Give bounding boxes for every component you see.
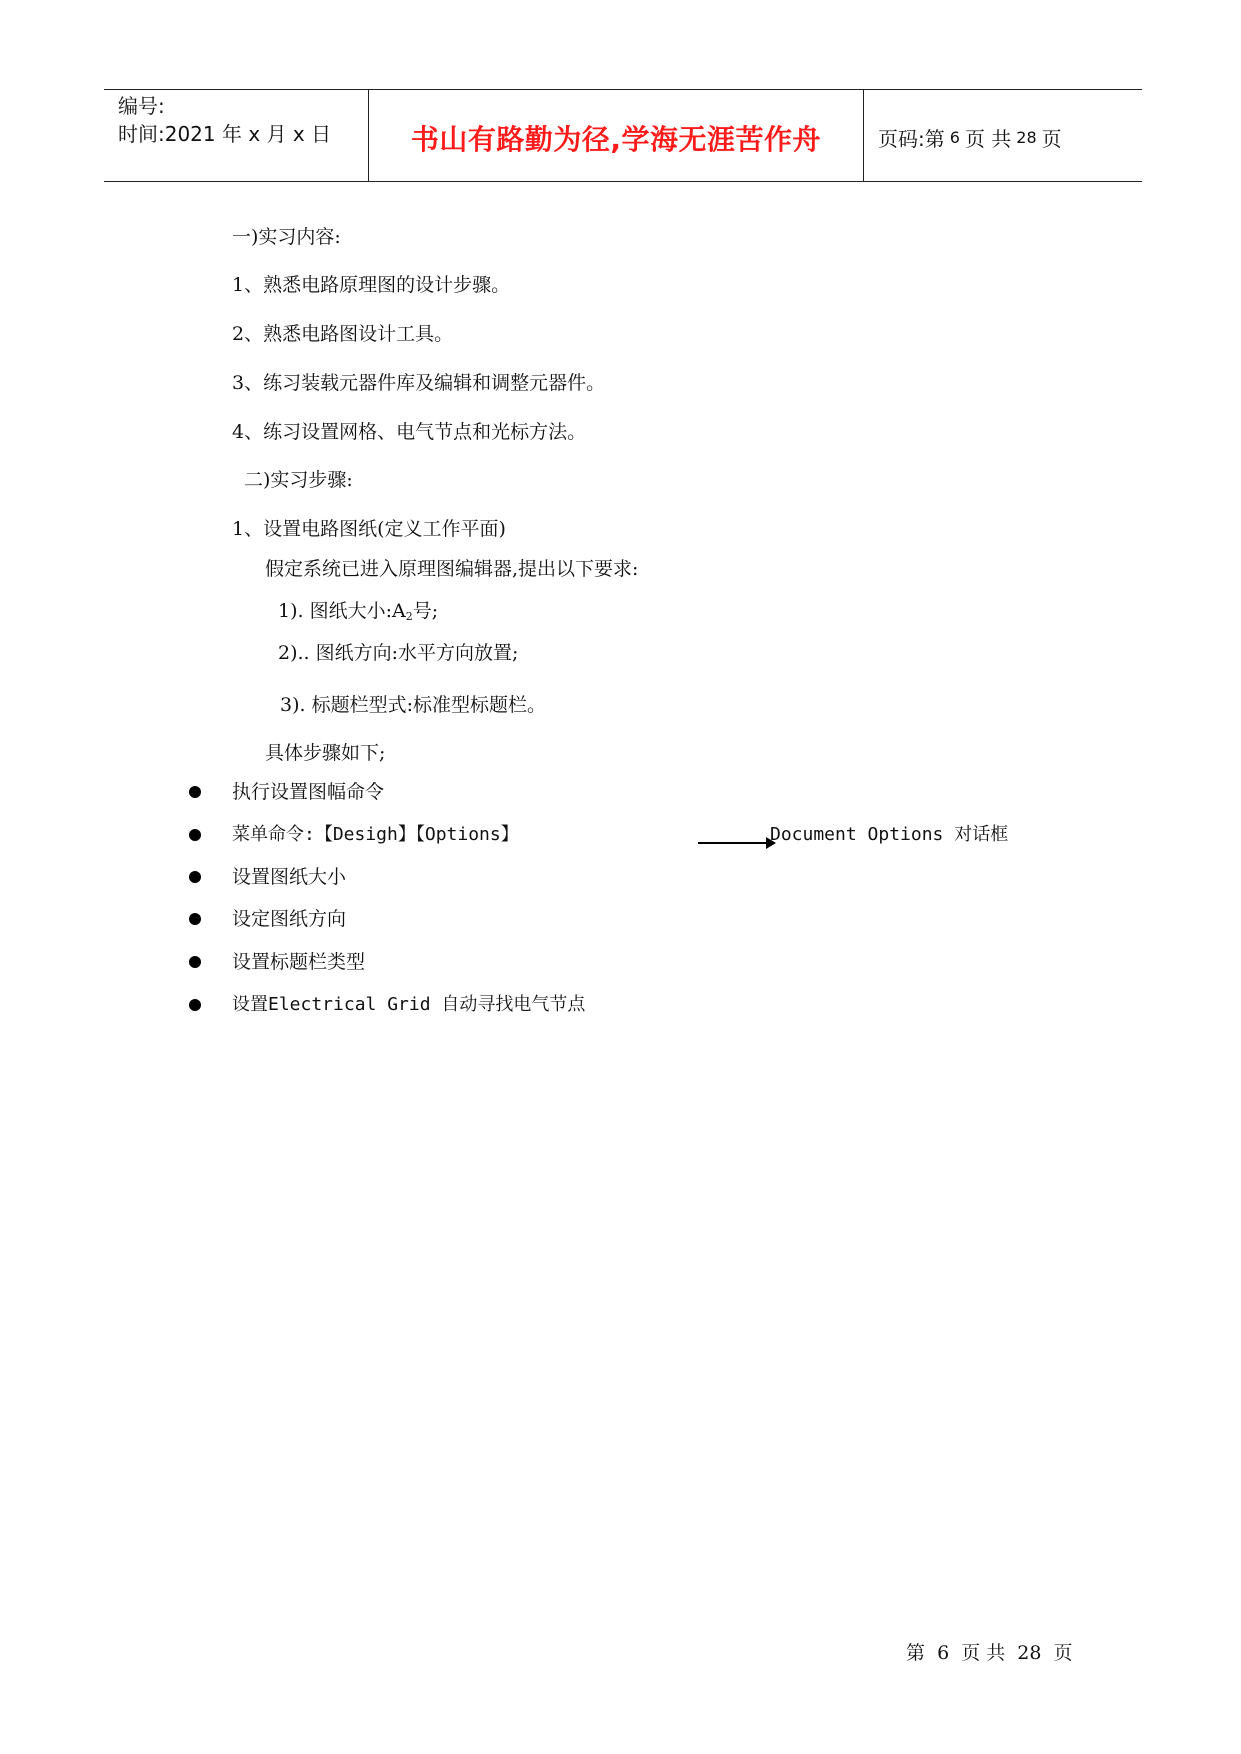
bullet-dot: [189, 786, 201, 798]
page-footer: [906, 1638, 1073, 1665]
content-item-4: 4、练习设置网格、电气节点和光标方法。: [232, 421, 587, 443]
content-item-2: 2、熟悉电路图设计工具。: [232, 323, 454, 345]
header-motto-cell: [369, 90, 864, 181]
arrow-target-text: Document Options 对话框: [770, 824, 1009, 845]
step1-intro: 假定系统已进入原理图编辑器,提出以下要求:: [265, 558, 639, 580]
footer-mid: 页 共: [961, 1642, 1006, 1664]
bullet-item-5: 设置标题栏类型: [232, 951, 366, 973]
time-label: 时间:2021 年 x 月 x 日: [118, 122, 332, 146]
bullet-dot: [189, 913, 201, 925]
bullet-item-2: 菜单命令:【Desigh】【Options】: [232, 824, 519, 845]
section2-title: 二)实习步骤:: [244, 469, 353, 491]
requirement-3: 3). 标题栏型式:标准型标题栏。: [280, 694, 546, 716]
requirement-2: 2).. 图纸方向:水平方向放置;: [278, 642, 519, 664]
bullet-item-4: 设定图纸方向: [232, 908, 347, 930]
motto-text: 书山有路勤为径,学海无涯苦作舟: [410, 122, 822, 156]
content-item-1: 1、熟悉电路原理图的设计步骤。: [232, 274, 511, 296]
bullet-dot: [189, 871, 201, 883]
page-prefix: 页码:第: [878, 127, 945, 151]
steps-intro: 具体步骤如下;: [265, 742, 386, 764]
page-total: 28: [1016, 128, 1037, 147]
page-number: 6: [949, 128, 960, 147]
req1-subscript: 2: [405, 610, 413, 623]
serial-label: 编号:: [118, 94, 165, 118]
page-suffix: 页: [1041, 127, 1062, 151]
footer-page: 6: [937, 1642, 950, 1664]
bullet-item-6: 设置Electrical Grid 自动寻找电气节点: [232, 994, 586, 1015]
bullet-dot: [189, 999, 201, 1011]
step1-title: 1、设置电路图纸(定义工作平面): [232, 518, 506, 540]
footer-total: 28: [1017, 1642, 1042, 1664]
bullet-dot: [189, 829, 201, 841]
bullet-dot: [189, 956, 201, 968]
content-item-3: 3、练习装载元器件库及编辑和调整元器件。: [232, 372, 606, 394]
req1-suffix: 号;: [412, 600, 439, 622]
requirement-1: [278, 598, 438, 630]
page-header: [104, 89, 1142, 182]
section1-title: 一)实习内容:: [232, 226, 341, 248]
header-page-cell: [864, 90, 1142, 181]
header-info-cell: [104, 90, 369, 181]
bullet-item-1: 执行设置图幅命令: [232, 781, 385, 803]
arrow-icon: [698, 842, 774, 844]
footer-prefix: 第: [906, 1642, 926, 1664]
footer-suffix: 页: [1053, 1642, 1073, 1664]
bullet-item-3: 设置图纸大小: [232, 866, 347, 888]
page-mid: 页 共: [964, 127, 1012, 151]
req1-prefix: 1). 图纸大小:A: [278, 600, 406, 622]
